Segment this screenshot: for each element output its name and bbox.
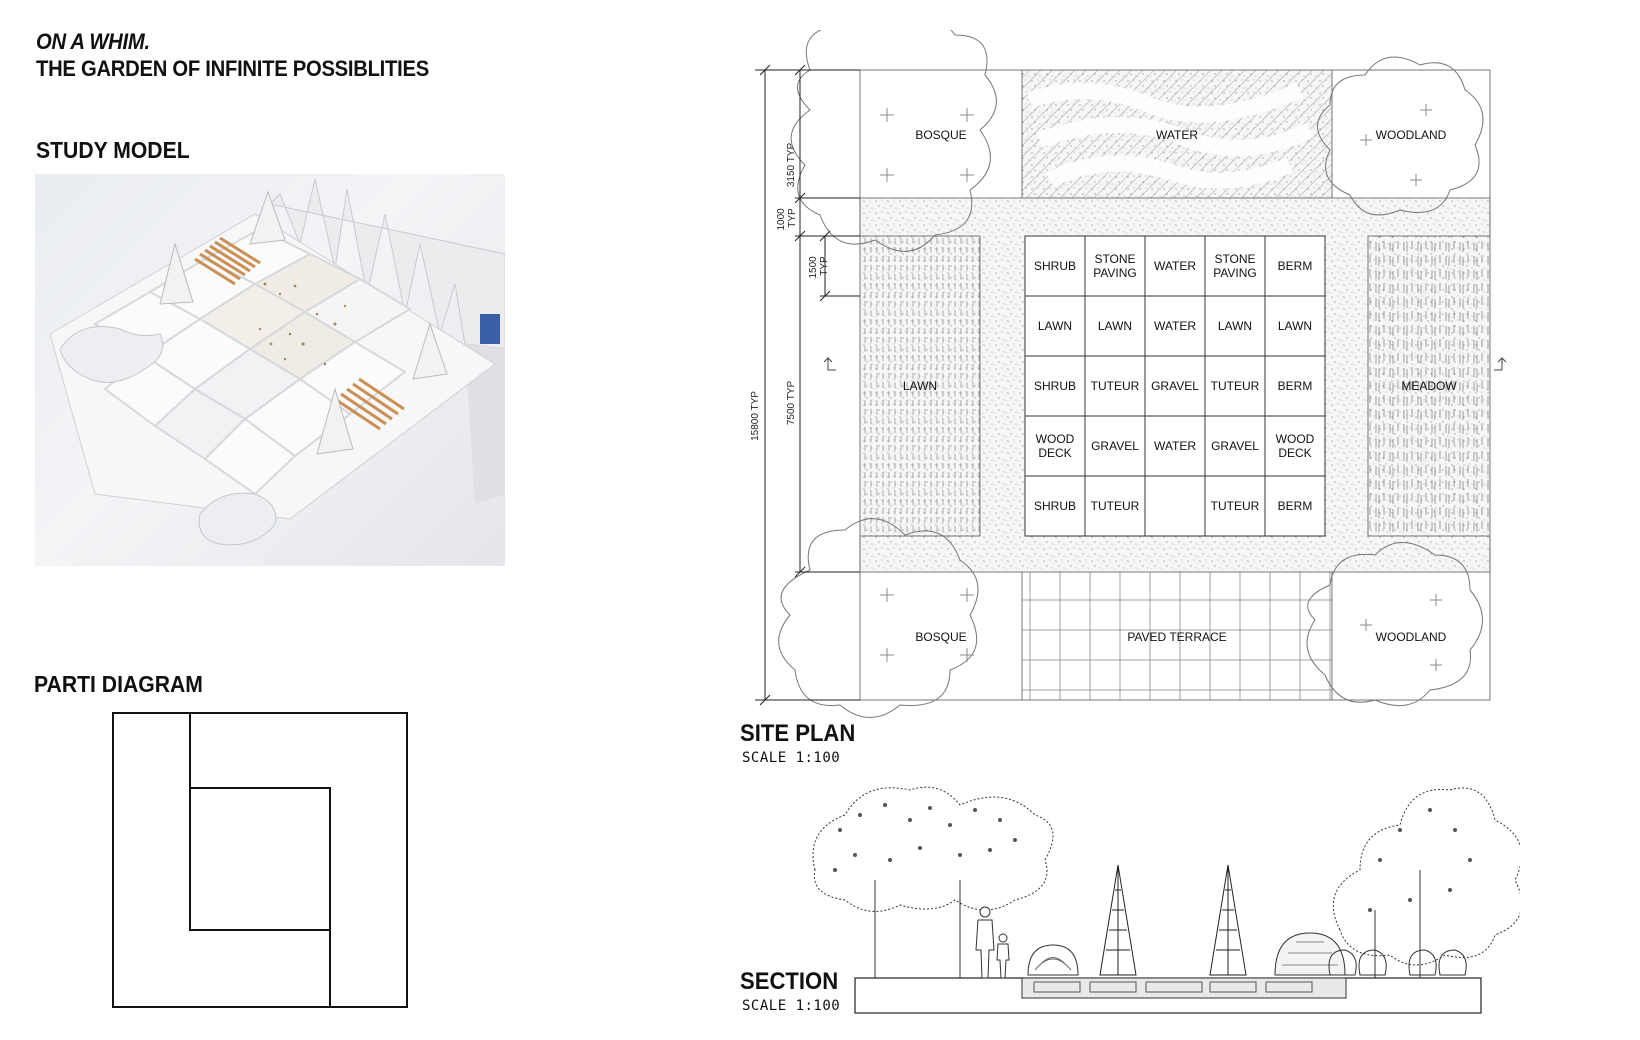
- dim-cell-line2: TYP: [819, 256, 830, 276]
- grid-cell-label: LAWN: [1217, 319, 1253, 333]
- dim-cell: [808, 253, 830, 278]
- dim-path-line2: TYP: [787, 208, 798, 228]
- grid-cell-label: BERM: [1277, 499, 1313, 513]
- dim-top-band: 3150 TYP: [786, 142, 797, 188]
- dimension-labels: [750, 143, 830, 441]
- dim-center: 7500 TYP: [786, 380, 797, 426]
- dim-cell-line1: 1500: [808, 256, 819, 279]
- grid-cell-label: WOOD DECK: [1275, 432, 1315, 460]
- grid-cell-label: GRAVEL: [1091, 439, 1139, 453]
- study-model-heading: STUDY MODEL: [36, 137, 190, 163]
- site-plan-heading: SITE PLAN: [740, 720, 856, 747]
- parti-diagram-heading: PARTI DIAGRAM: [34, 671, 203, 697]
- grid-cell-label: TUTEUR: [1210, 499, 1260, 513]
- label-meadow-side: MEADOW: [1401, 379, 1457, 393]
- grid-cell-label: TUTEUR: [1090, 379, 1140, 393]
- grid-cell-label: LAWN: [1097, 319, 1133, 333]
- site-plan-scale: SCALE 1:100: [742, 750, 841, 766]
- dim-path: [776, 205, 798, 230]
- label-water-top: WATER: [1156, 128, 1198, 142]
- grid-cell-label: GRAVEL: [1151, 379, 1199, 393]
- label-paved-terrace: PAVED TERRACE: [1127, 630, 1227, 644]
- dim-overall: 15800 TYP: [750, 391, 761, 441]
- label-woodland-top: WOODLAND: [1375, 128, 1447, 142]
- grid-cell-label: SHRUB: [1033, 499, 1077, 513]
- grid-cell-label: BERM: [1277, 379, 1313, 393]
- label-bosque-bottom: BOSQUE: [915, 630, 967, 644]
- section-drawing: [800, 770, 1520, 1020]
- grid-cell-label: LAWN: [1037, 319, 1073, 333]
- label-bosque-top: BOSQUE: [915, 128, 967, 142]
- title-line-2: THE GARDEN OF INFINITE POSSIBLITIES: [36, 56, 429, 81]
- grid-cell-label: STONE PAVING: [1093, 252, 1137, 280]
- label-lawn-side: LAWN: [902, 379, 938, 393]
- grid-cell-label: WATER: [1154, 259, 1196, 273]
- grid-cell-label: SHRUB: [1033, 379, 1077, 393]
- section-scale: SCALE 1:100: [742, 998, 841, 1014]
- grid-cell-label: GRAVEL: [1211, 439, 1259, 453]
- grid-cell-label: SHRUB: [1033, 259, 1077, 273]
- grid-cell-label: TUTEUR: [1090, 499, 1140, 513]
- grid-cell-label: BERM: [1277, 259, 1313, 273]
- dim-path-line1: 1000: [776, 208, 787, 231]
- study-model-photo: [35, 174, 505, 566]
- grid-cell-label: TUTEUR: [1210, 379, 1260, 393]
- section-heading: SECTION: [740, 968, 839, 995]
- grid-cell-label: WOOD DECK: [1035, 432, 1075, 460]
- site-plan: [730, 30, 1590, 720]
- grid-cell-label: WATER: [1154, 439, 1196, 453]
- grid-cell-label: LAWN: [1277, 319, 1313, 333]
- grid-cell-label: STONE PAVING: [1213, 252, 1257, 280]
- parti-diagram: [110, 710, 410, 1010]
- label-woodland-bottom: WOODLAND: [1375, 630, 1447, 644]
- title-line-1: ON A WHIM.: [36, 29, 150, 54]
- grid-cell-label: WATER: [1154, 319, 1196, 333]
